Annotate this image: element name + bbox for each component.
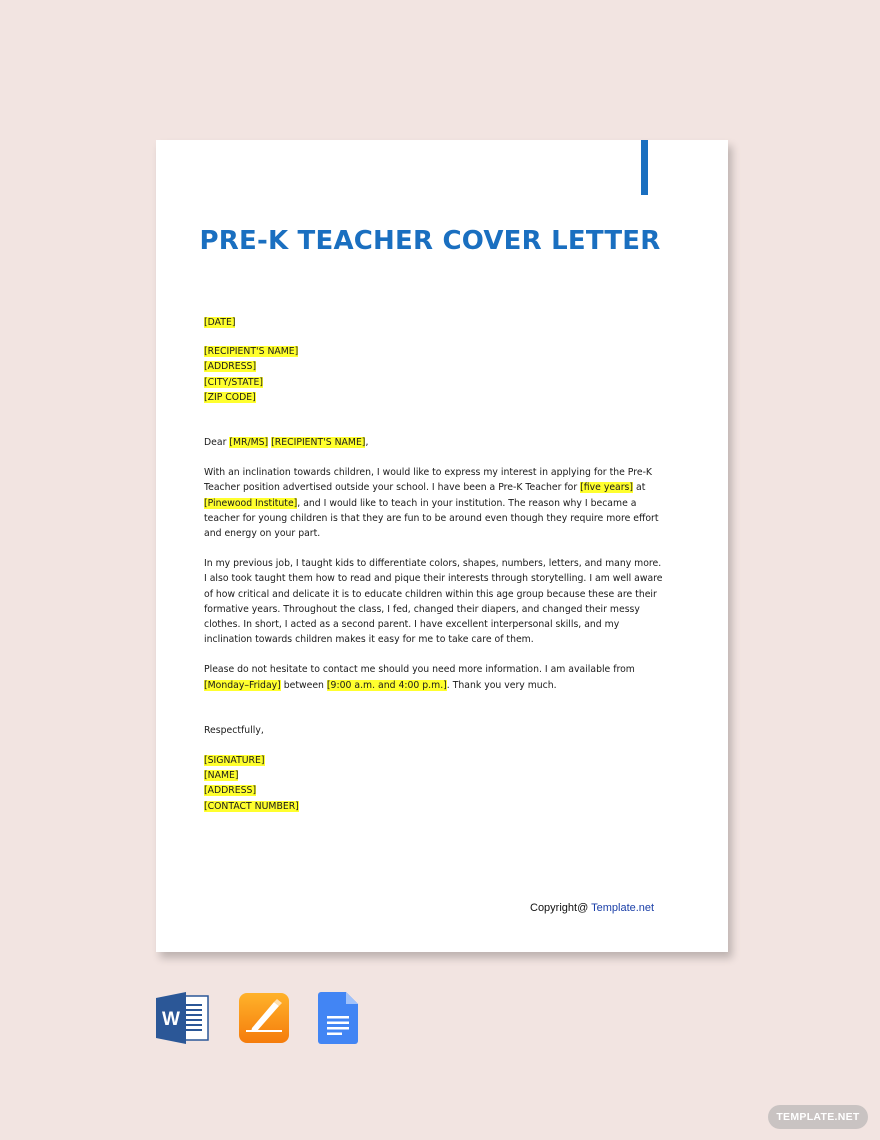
sender-address-line bbox=[204, 783, 664, 798]
copyright-label: Copyright@ bbox=[530, 902, 589, 914]
recipient-name-placeholder: [RECIPIENT'S NAME] bbox=[204, 346, 299, 358]
date-line bbox=[204, 315, 664, 330]
signature-placeholder: [SIGNATURE] bbox=[204, 755, 265, 767]
contact-placeholder: [CONTACT NUMBER] bbox=[204, 800, 299, 812]
paragraph-3-part3: . Thank you very much. bbox=[446, 679, 557, 691]
hours-placeholder: [9:00 a.m. and 4:00 p.m.] bbox=[326, 679, 447, 691]
accent-bar bbox=[641, 140, 648, 195]
recipient-zip-line bbox=[204, 390, 664, 405]
pages-icon[interactable] bbox=[238, 992, 290, 1048]
copyright bbox=[530, 902, 654, 914]
google-docs-icon[interactable] bbox=[318, 992, 360, 1048]
sender-contact-line bbox=[204, 799, 664, 814]
word-icon-letter: W bbox=[162, 1009, 180, 1030]
paragraph-1-part2: at bbox=[636, 482, 646, 494]
days-placeholder: [Monday–Friday] bbox=[204, 679, 281, 691]
paragraph-1-part3: , and I would like to teach in your institution. The reason why I became a teacher for young children is that they are fun to be around even though they require more effort and energy on your part. bbox=[204, 497, 659, 540]
recipient-zip-placeholder: [ZIP CODE] bbox=[204, 391, 256, 403]
sender-signature-line bbox=[204, 753, 664, 768]
paragraph-3-part2: between bbox=[283, 679, 324, 691]
paragraph-1 bbox=[204, 465, 664, 541]
salutation-comma: , bbox=[365, 437, 369, 449]
letter-body bbox=[204, 315, 664, 814]
document-page bbox=[156, 140, 728, 952]
salutation-dear: Dear bbox=[204, 437, 227, 449]
sender-address-placeholder: [ADDRESS] bbox=[204, 785, 257, 797]
institution-placeholder: [Pinewood Institute] bbox=[204, 497, 298, 509]
recipient-address-placeholder: [ADDRESS] bbox=[204, 361, 257, 373]
template-net-watermark: TEMPLATE.NET bbox=[768, 1105, 868, 1129]
paragraph-3 bbox=[204, 662, 664, 692]
paragraph-3-part1: Please do not hesitate to contact me should you need more information. I am available from bbox=[204, 664, 635, 676]
paragraph-1-part1: With an inclination towards children, I would like to express my interest in applying for the Pre-K Teacher position advertised outside your school. I have been a Pre-K Teacher for bbox=[204, 467, 653, 494]
copyright-site-link[interactable]: Template.net bbox=[591, 902, 655, 914]
page-title: PRE-K TEACHER COVER LETTER bbox=[199, 226, 661, 256]
recipient-city-placeholder: [CITY/STATE] bbox=[204, 376, 264, 388]
recipient-address-line bbox=[204, 359, 664, 374]
sender-name-placeholder: [NAME] bbox=[204, 770, 239, 782]
recipient-city-line bbox=[204, 375, 664, 390]
salutation-name-placeholder: [RECIPIENT'S NAME] bbox=[271, 437, 366, 449]
date-placeholder: [DATE] bbox=[204, 317, 236, 328]
salutation-title-placeholder: [MR/MS] bbox=[229, 437, 269, 449]
years-placeholder: [five years] bbox=[580, 482, 634, 494]
sender-name-line bbox=[204, 768, 664, 783]
salutation bbox=[204, 435, 664, 450]
closing: Respectfully, bbox=[204, 724, 264, 736]
word-icon[interactable] bbox=[156, 992, 210, 1048]
paragraph-2: In my previous job, I taught kids to differentiate colors, shapes, numbers, letters, and many more. I also took taught them how to read and pique their interests through storytelling. I am well aware of how critical and delicate it is to educate children within this age group because these are their formative years. Throughout the class, I fed, changed their diapers, and changed their messy clothes. In short, I acted as a second parent. I have excellent interpersonal skills, and my inclination towards children makes it easy for me to take care of them. bbox=[204, 558, 663, 646]
recipient-name-line bbox=[204, 344, 664, 359]
